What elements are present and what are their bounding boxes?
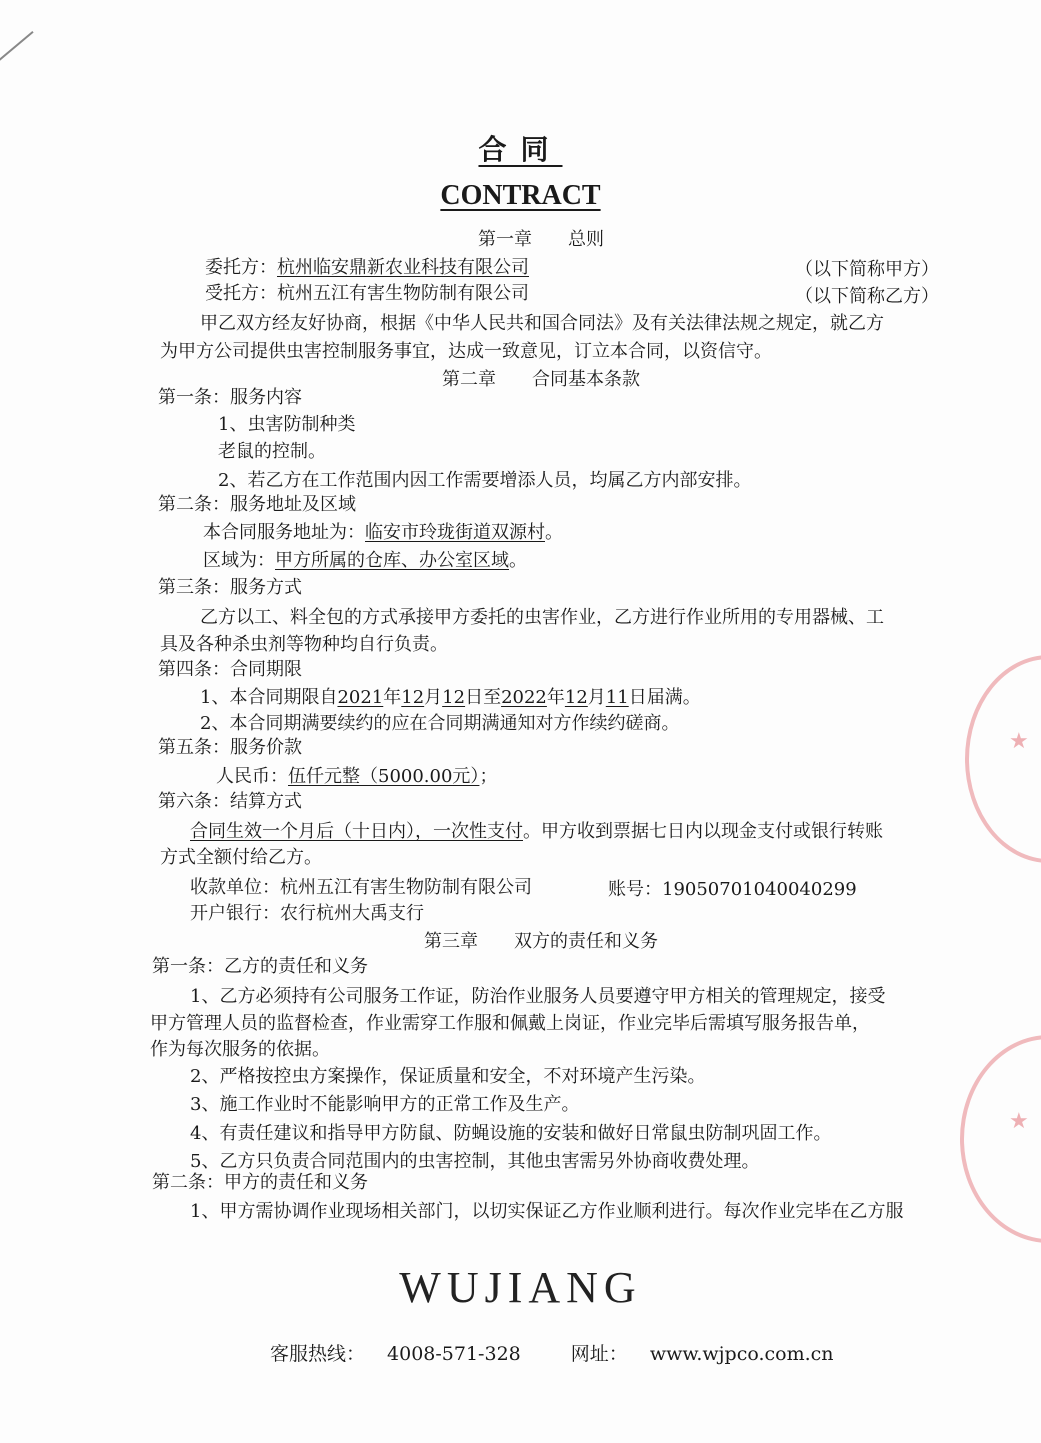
price-amount: 伍仟元整（5000.00元）: [288, 766, 480, 787]
company-logo: WUJIANG: [399, 1263, 642, 1312]
article-1-item-1: 1、虫害防制种类: [218, 414, 356, 435]
client-label: 委托方：: [205, 257, 277, 278]
bank-name: 农行杭州大禹支行: [280, 903, 424, 924]
payee-name: 杭州五江有害生物防制有限公司: [280, 877, 532, 898]
account-number: 19050701040040299: [662, 879, 857, 900]
b-article-1-title: 第一条：乙方的责任和义务: [152, 956, 368, 977]
article-1-item-2: 2、若乙方在工作范围内因工作需要增添人员，均属乙方内部安排。: [218, 470, 752, 491]
account-label: 账号：: [608, 879, 662, 900]
hotline: [270, 1343, 543, 1365]
b-article-1-item-5: 5、乙方只负责合同范围内的虫害控制，其他虫害需另外协商收费处理。: [190, 1151, 760, 1172]
settlement-line-2: 方式全额付给乙方。: [160, 847, 322, 868]
title-chinese: 合同: [478, 133, 563, 166]
start-year: 2021: [337, 687, 384, 708]
service-address-row: 本合同服务地址为：临安市玲珑街道双源村。: [203, 522, 563, 543]
b-article-1-item-2: 2、严格按控虫方案操作，保证质量和安全，不对环境产生污染。: [190, 1066, 706, 1087]
end-year: 2022: [501, 687, 547, 708]
payee-row: [190, 876, 532, 900]
b-article-1-item-4: 4、有责任建议和指导甲方防鼠、防蝇设施的安装和做好日常鼠虫防制巩固工作。: [190, 1123, 832, 1144]
seal-star-icon: ★: [1009, 1109, 1029, 1134]
bank-label: 开户银行：: [190, 903, 280, 924]
provider-alias: （以下简称乙方）: [795, 286, 939, 307]
website: [571, 1343, 856, 1365]
hotline-number: 4008-571-328: [387, 1343, 521, 1365]
chapter-2-heading: 第二章 合同基本条款: [442, 369, 640, 390]
article-2-title: 第二条：服务地址及区域: [158, 494, 356, 515]
start-day: 12: [442, 687, 466, 708]
website-label: 网址：: [570, 1343, 628, 1365]
article-5-title: 第五条：服务价款: [158, 737, 302, 758]
contract-term-prefix: 1、本合同期限自: [200, 687, 338, 708]
provider-row: [205, 282, 529, 306]
article-3-title: 第三条：服务方式: [158, 577, 302, 598]
provider-label: 受托方：: [205, 283, 277, 304]
start-month: 12: [401, 687, 425, 708]
price-row: 人民币：伍仟元整（5000.00元）；: [216, 766, 498, 787]
payee-label: 收款单位：: [190, 877, 280, 898]
website-url: www.wjpco.com.cn: [649, 1343, 834, 1365]
contract-term-row: 1、本合同期限自2021年12月12日至2022年12月11日届满。: [200, 687, 701, 708]
end-month: 12: [564, 687, 588, 708]
company-seal-lower: [960, 1035, 1041, 1243]
article-3-line-2: 具及各种杀虫剂等物种均自行负责。: [160, 634, 448, 655]
b-article-1-item-1b: 甲方管理人员的监督检查，作业需穿工作服和佩戴上岗证，作业完毕后需填写服务报告单，: [150, 1013, 870, 1034]
company-seal-upper: [965, 655, 1041, 863]
service-area: 甲方所属的仓库、办公室区域: [275, 550, 509, 571]
b-article-1-item-3: 3、施工作业时不能影响甲方的正常工作及生产。: [190, 1094, 580, 1115]
intro-line-1: 甲乙双方经友好协商，根据《中华人民共和国合同法》及有关法律法规之规定，就乙方: [200, 313, 884, 334]
settlement-line-1: 合同生效一个月后（十日内），一次性支付。甲方收到票据七日内以现金支付或银行转账: [190, 821, 883, 842]
seal-star-icon: ★: [1009, 729, 1029, 754]
intro-line-2: 为甲方公司提供虫害控制服务事宜，达成一致意见，订立本合同，以资信守。: [160, 341, 772, 362]
account-row: [608, 878, 857, 902]
article-4-item-2: 2、本合同期满要续约的应在合同期满通知对方作续约磋商。: [200, 713, 680, 734]
bank-row: [190, 902, 424, 926]
service-area-row: 区域为：甲方所属的仓库、办公室区域。: [203, 550, 527, 571]
article-4-title: 第四条：合同期限: [158, 659, 302, 680]
client-row: [205, 256, 529, 280]
b-article-2-title: 第二条：甲方的责任和义务: [152, 1172, 368, 1193]
b-article-1-item-1c: 作为每次服务的依据。: [150, 1039, 330, 1060]
chapter-3-heading: 第三章 双方的责任和义务: [424, 931, 658, 952]
page-fold-mark: [0, 31, 34, 71]
article-1-title: 第一条：服务内容: [158, 387, 302, 408]
b-article-1-item-1a: 1、乙方必须持有公司服务工作证，防治作业服务人员要遵守甲方相关的管理规定，接受: [190, 986, 886, 1007]
price-label: 人民币：: [216, 766, 288, 787]
hotline-label: 客服热线：: [270, 1343, 366, 1365]
article-3-line-1: 乙方以工、料全包的方式承接甲方委托的虫害作业，乙方进行作业所用的专用器械、工: [200, 607, 884, 628]
service-address-label: 本合同服务地址为：: [203, 522, 365, 543]
settlement-detail: 甲方收到票据七日内以现金支付或银行转账: [541, 821, 883, 842]
chapter-1-heading: 第一章 总则: [478, 229, 604, 250]
client-alias: （以下简称甲方）: [795, 259, 939, 280]
title-english: CONTRACT: [440, 180, 601, 211]
end-day: 11: [605, 687, 629, 708]
service-area-label: 区域为：: [203, 550, 275, 571]
article-6-title: 第六条：结算方式: [158, 791, 302, 812]
service-address: 临安市玲珑街道双源村: [365, 522, 545, 543]
b-article-2-item-1: 1、甲方需协调作业现场相关部门，以切实保证乙方作业顺利进行。每次作业完毕在乙方服: [190, 1201, 904, 1222]
article-1-item-1-value: 老鼠的控制。: [218, 441, 326, 462]
client-name: 杭州临安鼎新农业科技有限公司: [277, 257, 529, 278]
provider-name: 杭州五江有害生物防制有限公司: [277, 283, 529, 304]
settlement-terms: 合同生效一个月后（十日内），一次性支付: [190, 821, 523, 842]
footer-contact: [270, 1339, 878, 1366]
